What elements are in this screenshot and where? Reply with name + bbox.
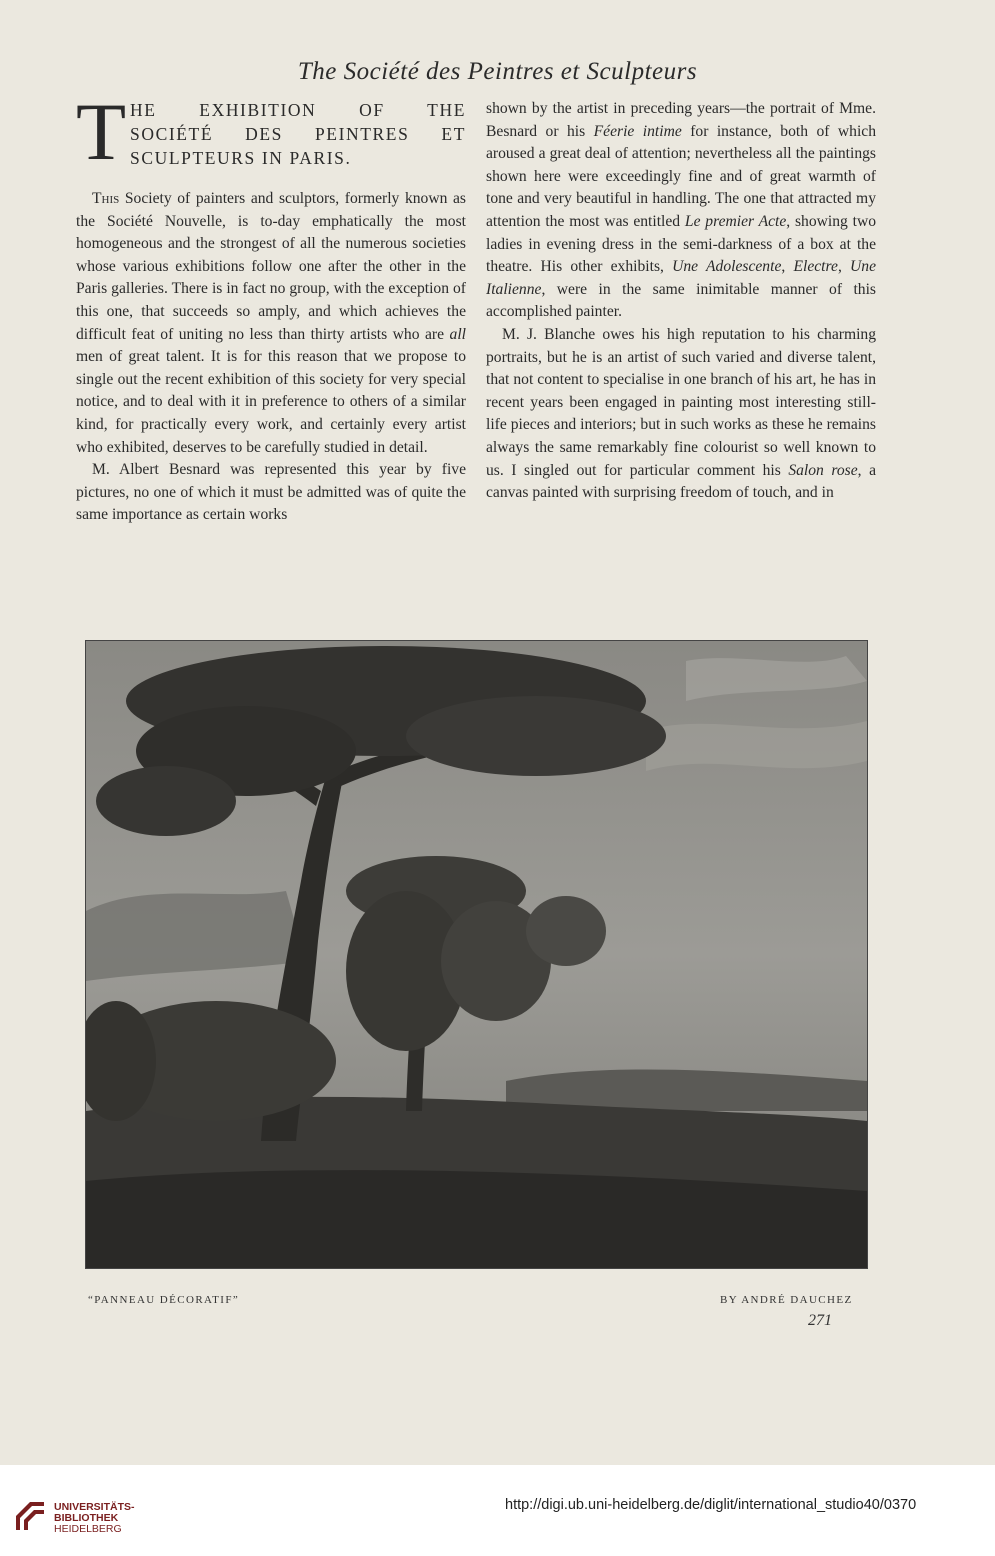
title-line-3: SCULPTEURS IN PARIS. xyxy=(130,148,352,168)
paragraph-3 xyxy=(486,98,876,324)
artwork-title: Féerie intime xyxy=(593,122,682,140)
artwork-title: Electre xyxy=(793,258,838,276)
paragraph-1 xyxy=(76,188,466,459)
article-title xyxy=(130,98,466,170)
paragraph-text: , a canvas painted with surprising freedom of touch, and in xyxy=(486,461,877,502)
paragraph-text: , showing two ladies in evening dress in the semi-darkness of a box at the theatre. His other exhibits, xyxy=(486,212,877,276)
artwork-title: Une Italienne xyxy=(486,258,877,298)
library-logo-icon xyxy=(12,1498,48,1534)
running-head: The Société des Peintres et Sculpteurs xyxy=(297,58,698,85)
paragraph-text: for instance, both of which aroused a great deal of attention; nevertheless all the paintings shown here were exceedingly fine and of great warmth of tone and very beautiful in handling. The one that attracted my attention the most was entitled xyxy=(486,122,876,230)
artwork-title: Une Adolescente xyxy=(672,258,782,276)
page-number: 271 xyxy=(808,1312,832,1329)
paragraph-lead: This xyxy=(92,190,120,207)
paragraph-text: men of great talent. It is for this reason that we propose to single out the recent exhibition of this society for very special notice, and to deal with it in preference to others of a similar kind, for practically every work, and certainly every artist who exhibited, deserves to be carefully studied in detail. xyxy=(76,348,466,456)
library-line: BIBLIOTHEK xyxy=(54,1512,119,1524)
artwork-title: Le premier Acte xyxy=(684,212,787,230)
painting-plate xyxy=(85,640,868,1269)
article-headline xyxy=(76,86,466,186)
library-line: UNIVERSITÄTS- xyxy=(54,1501,135,1513)
library-name xyxy=(54,1502,135,1535)
plate-caption-title: “PANNEAU DÉCORATIF” xyxy=(88,1294,240,1306)
paragraph-text: shown by the artist in preceding years—the portrait of Mme. Besnard or his xyxy=(486,100,876,140)
library-line: HEIDELBERG xyxy=(54,1523,122,1535)
title-line-2: SOCIÉTÉ DES PEINTRES ET xyxy=(130,124,466,144)
paragraph-text: Society of painters and sculptors, formerly known as the Société Nouvelle, is to-day emphatically the most homogeneous and the strongest of all the numerous societies whose various exhibitions follow one after the other in the Paris galleries. There is in fact no group, with the exception of this one, that succeeds so amply, and which achieves the difficult feat of uniting no less than thirty artists who are xyxy=(76,190,466,343)
artwork-title: Salon rose xyxy=(788,461,858,479)
left-column xyxy=(76,86,466,527)
plate-caption-artist: BY ANDRÉ DAUCHEZ xyxy=(720,1294,853,1306)
title-line-1: HE EXHIBITION OF THE xyxy=(130,100,466,120)
source-url[interactable]: http://digi.ub.uni-heidelberg.de/diglit/international_studio40/0370 xyxy=(505,1497,917,1513)
emphasis: all xyxy=(449,325,466,343)
paragraph-text: M. J. Blanche owes his high reputation to his charming portraits, but he is an artist of such varied and diverse talent, that not content to specialise in one branch of his art, he has in recent years been engaged in painting most interesting still-life pieces and interiors; but in such works as these he remains always the same remarkably fine colourist so well known to us. I singled out for particular comment his xyxy=(486,325,876,479)
landscape-illustration xyxy=(86,641,867,1268)
right-column xyxy=(486,98,876,505)
paragraph-text: , were in the same inimitable manner of this accomplished painter. xyxy=(486,280,876,321)
paragraph-4 xyxy=(486,324,876,505)
paragraph-2: M. Albert Besnard was represented this year by five pictures, no one of which it must be admitted was of quite the same importance as certain works xyxy=(76,461,466,524)
drop-cap: T xyxy=(76,86,127,177)
paragraph-text: , xyxy=(781,258,794,276)
paragraph-text: , xyxy=(837,258,851,276)
